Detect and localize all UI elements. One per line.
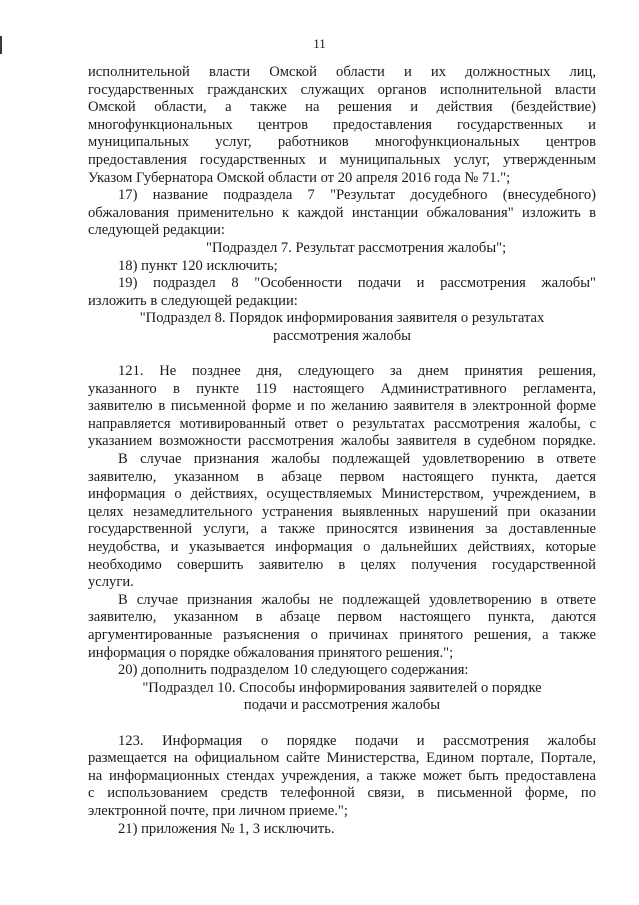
text-line: "Подраздел 10. Способы информирования заявителей о порядке xyxy=(142,679,542,696)
text-line: многофункциональных центров предоставления государственных и xyxy=(88,116,596,133)
text-line: государственной услуги, а также приносятся извинения за доставленные xyxy=(88,521,596,538)
text-line: "Подраздел 7. Результат рассмотрения жалобы"; xyxy=(206,239,507,256)
paragraph-gap xyxy=(88,346,596,364)
text-line: муниципальных услуг, работников многофункциональных центров xyxy=(88,134,596,151)
text-line: предоставления государственных и муниципальных услуг, утвержденным xyxy=(88,151,596,168)
text-line: 17) название подраздела 7 "Результат досудебного (внесудебного) xyxy=(118,187,596,204)
text-line: В случае признания жалобы подлежащей удовлетворению в ответе xyxy=(118,451,596,468)
text-line: Указом Губернатора Омской области от 20 апреля 2016 года № 71."; xyxy=(88,169,511,186)
text-line: услуги. xyxy=(88,574,134,591)
text-line: электронной почте, при личном приеме."; xyxy=(88,802,348,819)
text-line: рассмотрения жалобы xyxy=(273,327,411,344)
text-line: государственных гражданских служащих органов исполнительной власти xyxy=(88,81,596,98)
text-line: на информационных стендах учреждения, а также может быть предоставлена xyxy=(88,767,596,784)
text-line: 19) подраздел 8 "Особенности подачи и рассмотрения жалобы" xyxy=(118,275,596,292)
text-line: заявителю, указанном в абзаце первом настоящего пункта, дается xyxy=(88,468,596,485)
page-number: 11 xyxy=(313,36,326,51)
text-line: размещается на официальном сайте Министерства, Едином портале, Портале, xyxy=(88,750,596,767)
text-line: Омской области, а также на решения и действия (бездействие) xyxy=(88,99,596,116)
text-line: подачи и рассмотрения жалобы xyxy=(243,697,441,714)
paragraph-gap xyxy=(88,715,596,733)
text-line: целях незамедлительного устранения выявленных нарушений при оказании xyxy=(88,503,596,520)
text-line: обжалования применительно к каждой инстанции обжалования" изложить в xyxy=(88,204,596,221)
text-line: с использованием средств телефонной связи, в письменной форме, по xyxy=(88,785,596,802)
text-line: информация о порядке обжалования принятого решения."; xyxy=(88,644,454,661)
text-line: 21) приложения № 1, 3 исключить. xyxy=(118,820,335,837)
text-line: изложить в следующей редакции: xyxy=(88,292,298,309)
text-line: неудобства, и указывается информация о дальнейших действиях, которые xyxy=(88,539,596,556)
text-line: необходимо совершить заявителю в целях получения государственной xyxy=(88,556,596,573)
document-body xyxy=(88,64,596,838)
text-line: направляется мотивированный ответ о результатах рассмотрения жалобы, с xyxy=(88,415,596,432)
text-line: исполнительной власти Омской области и их должностных лиц, xyxy=(88,64,596,80)
text-line: аргументированные разъяснения о причинах принятого решения, а также xyxy=(88,627,596,643)
text-line: "Подраздел 8. Порядок информирования заявителя о результатах xyxy=(139,310,545,327)
text-line: 123. Информация о порядке подачи и рассмотрения жалобы xyxy=(118,732,596,749)
text-line: 20) дополнить подразделом 10 следующего содержания: xyxy=(118,662,469,679)
text-line: заявителю в письменной форме и по желанию заявителя в электронной форме xyxy=(88,398,596,415)
text-line: следующей редакции: xyxy=(88,222,225,239)
text-line: 18) пункт 120 исключить; xyxy=(118,257,278,274)
text-line: 121. Не позднее дня, следующего за днем принятия решения, xyxy=(118,363,596,380)
text-line: В случае признания жалобы не подлежащей удовлетворению в ответе xyxy=(118,591,596,608)
text-line: заявителю, указанном в абзаце первом настоящего пункта, даются xyxy=(88,609,596,626)
text-line: указанного в пункте 119 настоящего Административного регламента, xyxy=(88,380,596,397)
text-line: указанием возможности рассмотрения жалобы заявителя в судебном порядке. xyxy=(88,433,596,450)
text-line: информация о действиях, осуществляемых Министерством, учреждением, в xyxy=(88,486,596,503)
